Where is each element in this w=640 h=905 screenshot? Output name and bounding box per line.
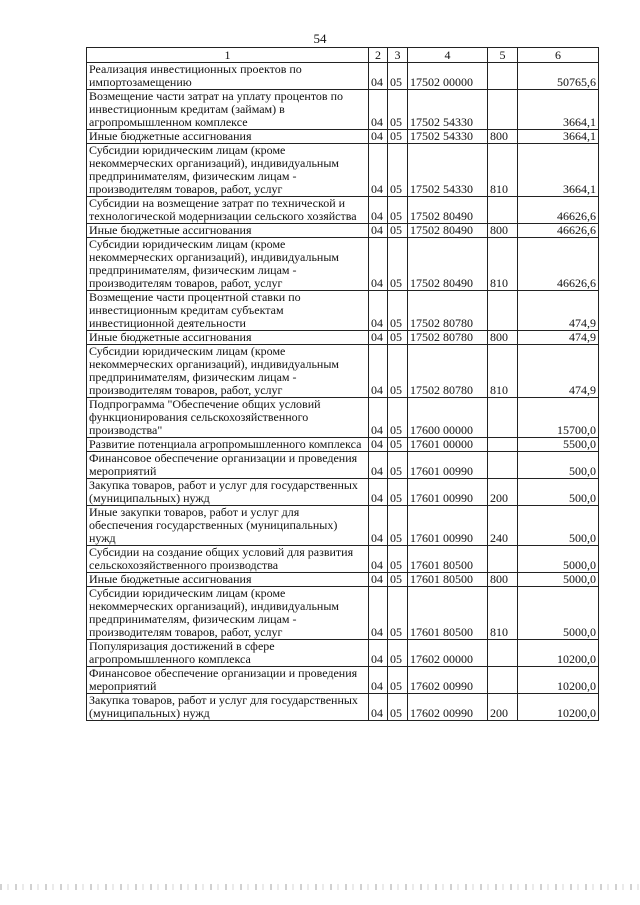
row-expense-type: 810 (488, 587, 518, 640)
row-section-code: 04 (369, 90, 388, 130)
row-amount: 500,0 (518, 452, 599, 479)
row-subsection-code: 05 (388, 398, 408, 438)
row-subsection-code: 05 (388, 479, 408, 506)
row-subsection-code: 05 (388, 224, 408, 238)
row-section-code: 04 (369, 197, 388, 224)
row-expense-type (488, 197, 518, 224)
row-amount: 5000,0 (518, 546, 599, 573)
table-row (87, 546, 599, 573)
table-row (87, 640, 599, 667)
row-subsection-code: 05 (388, 452, 408, 479)
row-name: Субсидии юридическим лицам (кроме некоммерческих организаций), индивидуальным предпринимателям, физическим лицам - производителям товаров, работ, услуг (87, 238, 369, 291)
row-section-code: 04 (369, 506, 388, 546)
row-name: Субсидии на создание общих условий для развития сельскохозяйственного производства (87, 546, 369, 573)
row-expense-type (488, 398, 518, 438)
header-cell-3: 3 (388, 48, 408, 63)
table-body (87, 63, 599, 721)
row-expense-type: 800 (488, 331, 518, 345)
row-expense-type: 800 (488, 130, 518, 144)
row-expense-type (488, 667, 518, 694)
table-row (87, 345, 599, 398)
row-name: Популяризация достижений в сфере агропромышленного комплекса (87, 640, 369, 667)
table-row (87, 224, 599, 238)
row-expense-type: 810 (488, 345, 518, 398)
row-subsection-code: 05 (388, 291, 408, 331)
row-name: Финансовое обеспечение организации и проведения мероприятий (87, 452, 369, 479)
row-amount: 10200,0 (518, 667, 599, 694)
row-amount: 500,0 (518, 479, 599, 506)
row-subsection-code: 05 (388, 197, 408, 224)
row-amount: 10200,0 (518, 640, 599, 667)
row-section-code: 04 (369, 224, 388, 238)
table-row (87, 63, 599, 90)
row-expense-type (488, 546, 518, 573)
row-expense-type (488, 640, 518, 667)
row-section-code: 04 (369, 331, 388, 345)
table-row (87, 479, 599, 506)
row-subsection-code: 05 (388, 331, 408, 345)
row-subsection-code: 05 (388, 345, 408, 398)
row-amount: 3664,1 (518, 90, 599, 130)
row-target-article: 17502 80490 (408, 197, 488, 224)
table-row (87, 667, 599, 694)
row-target-article: 17502 80490 (408, 238, 488, 291)
row-name: Реализация инвестиционных проектов по импортозамещению (87, 63, 369, 90)
row-target-article: 17502 80780 (408, 345, 488, 398)
row-name: Финансовое обеспечение организации и проведения мероприятий (87, 667, 369, 694)
table-row (87, 438, 599, 452)
row-name: Закупка товаров, работ и услуг для государственных (муниципальных) нужд (87, 694, 369, 721)
table-row (87, 238, 599, 291)
row-name: Субсидии на возмещение затрат по технической и технологической модернизации сельского хозяйства (87, 197, 369, 224)
row-name: Иные бюджетные ассигнования (87, 224, 369, 238)
row-name: Субсидии юридическим лицам (кроме некоммерческих организаций), индивидуальным предпринимателям, физическим лицам - производителям товаров, работ, услуг (87, 144, 369, 197)
row-target-article: 17502 54330 (408, 130, 488, 144)
row-section-code: 04 (369, 694, 388, 721)
row-amount: 46626,6 (518, 238, 599, 291)
row-expense-type (488, 438, 518, 452)
row-expense-type: 240 (488, 506, 518, 546)
table-row (87, 573, 599, 587)
table-row (87, 398, 599, 438)
page-number: 54 (313, 31, 327, 46)
row-section-code: 04 (369, 640, 388, 667)
row-target-article: 17601 80500 (408, 587, 488, 640)
row-expense-type: 800 (488, 573, 518, 587)
header-cell-2: 2 (369, 48, 388, 63)
row-section-code: 04 (369, 438, 388, 452)
row-name: Возмещение части процентной ставки по инвестиционным кредитам субъектам инвестиционной деятельности (87, 291, 369, 331)
scan-artifact-strip (0, 884, 640, 890)
table-row (87, 144, 599, 197)
row-amount: 5500,0 (518, 438, 599, 452)
row-expense-type (488, 63, 518, 90)
table-row (87, 506, 599, 546)
header-cell-6: 6 (518, 48, 599, 63)
row-name: Иные бюджетные ассигнования (87, 331, 369, 345)
row-target-article: 17502 80780 (408, 331, 488, 345)
row-amount: 15700,0 (518, 398, 599, 438)
row-section-code: 04 (369, 238, 388, 291)
row-name: Иные бюджетные ассигнования (87, 573, 369, 587)
row-name: Развитие потенциала агропромышленного комплекса (87, 438, 369, 452)
row-amount: 474,9 (518, 291, 599, 331)
row-subsection-code: 05 (388, 130, 408, 144)
row-amount: 46626,6 (518, 197, 599, 224)
row-expense-type: 200 (488, 479, 518, 506)
header-cell-1: 1 (87, 48, 369, 63)
row-subsection-code: 05 (388, 667, 408, 694)
row-section-code: 04 (369, 345, 388, 398)
row-amount: 3664,1 (518, 130, 599, 144)
row-target-article: 17602 00990 (408, 667, 488, 694)
table-row (87, 197, 599, 224)
row-section-code: 04 (369, 546, 388, 573)
row-section-code: 04 (369, 667, 388, 694)
header-row (87, 48, 599, 63)
row-section-code: 04 (369, 452, 388, 479)
row-amount: 3664,1 (518, 144, 599, 197)
row-target-article: 17502 54330 (408, 90, 488, 130)
row-name: Иные бюджетные ассигнования (87, 130, 369, 144)
row-target-article: 17502 80780 (408, 291, 488, 331)
row-target-article: 17602 00000 (408, 640, 488, 667)
row-section-code: 04 (369, 63, 388, 90)
row-expense-type: 800 (488, 224, 518, 238)
row-target-article: 17502 80490 (408, 224, 488, 238)
row-amount: 5000,0 (518, 587, 599, 640)
row-amount: 500,0 (518, 506, 599, 546)
row-target-article: 17502 54330 (408, 144, 488, 197)
table-row (87, 291, 599, 331)
row-subsection-code: 05 (388, 546, 408, 573)
row-amount: 474,9 (518, 331, 599, 345)
row-amount: 474,9 (518, 345, 599, 398)
row-section-code: 04 (369, 587, 388, 640)
row-subsection-code: 05 (388, 144, 408, 197)
row-section-code: 04 (369, 398, 388, 438)
row-target-article: 17601 00990 (408, 479, 488, 506)
row-name: Субсидии юридическим лицам (кроме некоммерческих организаций), индивидуальным предпринимателям, физическим лицам - производителям товаров, работ, услуг (87, 345, 369, 398)
row-section-code: 04 (369, 479, 388, 506)
row-target-article: 17601 00990 (408, 452, 488, 479)
row-expense-type: 810 (488, 144, 518, 197)
row-subsection-code: 05 (388, 506, 408, 546)
row-section-code: 04 (369, 291, 388, 331)
row-name: Субсидии юридическим лицам (кроме некоммерческих организаций), индивидуальным предпринимателям, физическим лицам - производителям товаров, работ, услуг (87, 587, 369, 640)
table-row (87, 90, 599, 130)
row-name: Закупка товаров, работ и услуг для государственных (муниципальных) нужд (87, 479, 369, 506)
row-subsection-code: 05 (388, 573, 408, 587)
row-expense-type (488, 291, 518, 331)
header-cell-5: 5 (488, 48, 518, 63)
row-name: Подпрограмма "Обеспечение общих условий функционирования сельскохозяйственного производства" (87, 398, 369, 438)
row-target-article: 17601 00000 (408, 438, 488, 452)
row-subsection-code: 05 (388, 238, 408, 291)
row-expense-type (488, 452, 518, 479)
table-row (87, 694, 599, 721)
row-section-code: 04 (369, 573, 388, 587)
row-target-article: 17602 00990 (408, 694, 488, 721)
row-subsection-code: 05 (388, 90, 408, 130)
row-target-article: 17601 80500 (408, 546, 488, 573)
row-expense-type: 200 (488, 694, 518, 721)
table-row (87, 587, 599, 640)
row-expense-type (488, 90, 518, 130)
row-amount: 5000,0 (518, 573, 599, 587)
table-row (87, 452, 599, 479)
row-section-code: 04 (369, 144, 388, 197)
row-name: Иные закупки товаров, работ и услуг для обеспечения государственных (муниципальных) нужд (87, 506, 369, 546)
row-subsection-code: 05 (388, 438, 408, 452)
table-row (87, 130, 599, 144)
row-subsection-code: 05 (388, 63, 408, 90)
row-target-article: 17600 00000 (408, 398, 488, 438)
row-amount: 10200,0 (518, 694, 599, 721)
row-subsection-code: 05 (388, 694, 408, 721)
row-subsection-code: 05 (388, 640, 408, 667)
row-name: Возмещение части затрат на уплату процентов по инвестиционным кредитам (займам) в агропромышленном комплексе (87, 90, 369, 130)
row-target-article: 17502 00000 (408, 63, 488, 90)
row-amount: 46626,6 (518, 224, 599, 238)
header-cell-4: 4 (408, 48, 488, 63)
table-row (87, 331, 599, 345)
row-amount: 50765,6 (518, 63, 599, 90)
row-subsection-code: 05 (388, 587, 408, 640)
row-target-article: 17601 00990 (408, 506, 488, 546)
row-target-article: 17601 80500 (408, 573, 488, 587)
row-section-code: 04 (369, 130, 388, 144)
row-expense-type: 810 (488, 238, 518, 291)
budget-table (86, 47, 599, 721)
